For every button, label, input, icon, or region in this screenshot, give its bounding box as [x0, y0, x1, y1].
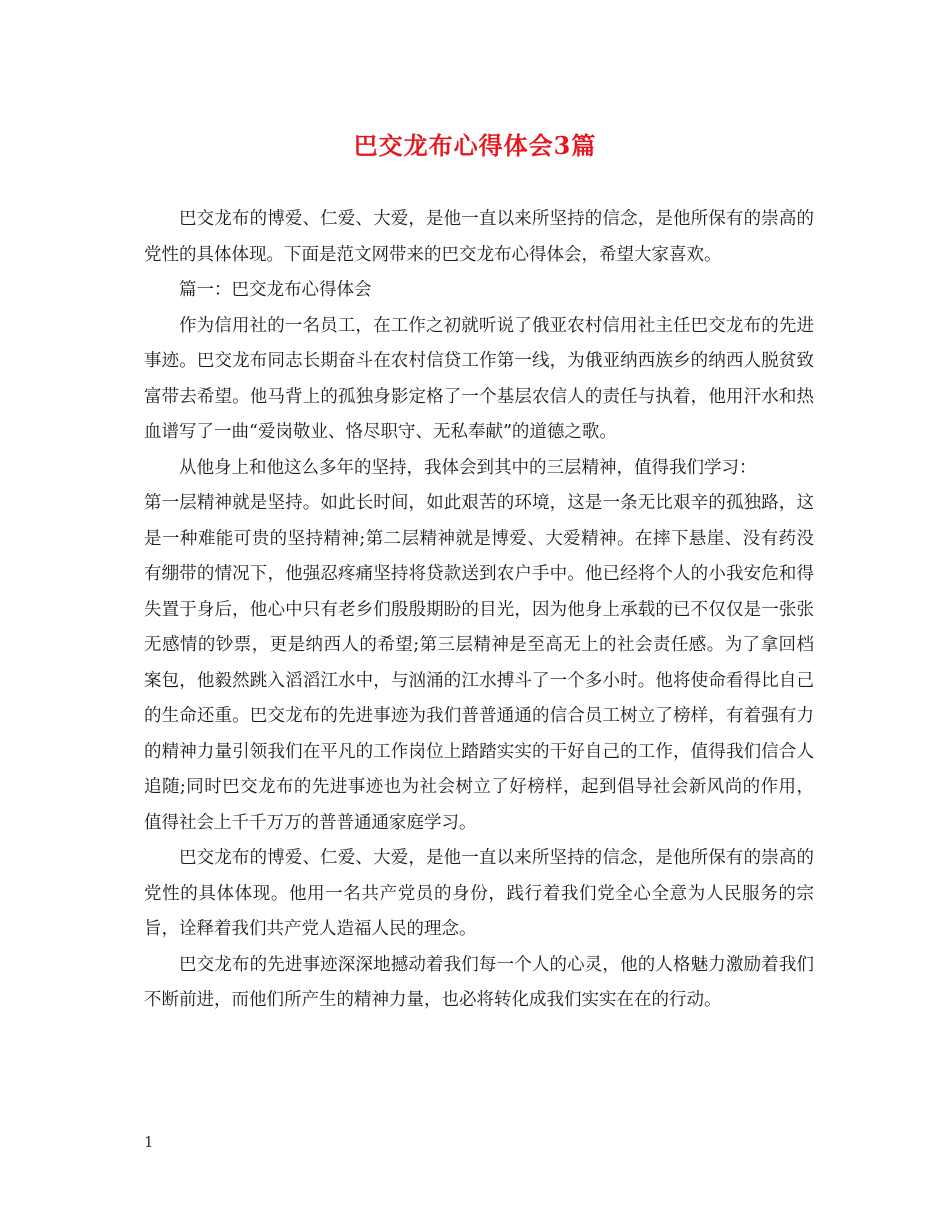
page-title: 巴交龙布心得体会3篇: [353, 131, 597, 160]
paragraph-2: 从他身上和他这么多年的坚持，我体会到其中的三层精神，值得我们学习：: [179, 457, 757, 478]
paragraph-intro: 巴交龙布的博爱、仁爱、大爱，是他一直以来所坚持的信念，是他所保有的崇高的党性的具体体现。下面是范文网带来的巴交龙布心得体会，希望大家喜欢。: [144, 209, 814, 265]
paragraph-1: 作为信用社的一名员工，在工作之初就听说了俄亚农村信用社主任巴交龙布的先进事迹。巴交龙布同志长期奋斗在农村信贷工作第一线，为俄亚纳西族乡的纳西人脱贫致富带去希望。他马背上的孤独身影定格了一个基层农信人的责任与执着，他用汗水和热血谱写了一曲“爱岗敬业、恪尽职守、无私奉献”的道德之歌。: [144, 315, 814, 442]
paragraph-4: 巴交龙布的博爱、仁爱、大爱，是他一直以来所坚持的信念，是他所保有的崇高的党性的具体体现。他用一名共产党员的身份，践行着我们党全心全意为人民服务的宗旨，诠释着我们共产党人造福人民的理念。: [144, 848, 814, 939]
page-number: 1: [144, 1133, 154, 1151]
paragraph-3: 第一层精神就是坚持。如此长时间，如此艰苦的环境，这是一条无比艰辛的孤独路，这是一种难能可贵的坚持精神;第二层精神就是博爱、大爱精神。在摔下悬崖、没有药没有绷带的情况下，他强忍疼痛坚持将贷款送到农户手中。他已经将个人的小我安危和得失置于身后，他心中只有老乡们殷殷期盼的目光，因为他身上承载的已不仅仅是一张张无感情的钞票，更是纳西人的希望;第三层精神是至高无上的社会责任感。为了拿回档案包，他毅然跳入滔滔江水中，与汹涌的江水搏斗了一个多小时。他将使命看得比自己的生命还重。巴交龙布的先进事迹为我们普普通通的信合员工树立了榜样，有着强有力的精神力量引领我们在平凡的工作岗位上踏踏实实的干好自己的工作，值得我们信合人追随;同时巴交龙布的先进事迹也为社会树立了好榜样，起到倡导社会新风尚的作用，值得社会上千千万万的普普通通家庭学习。: [144, 493, 814, 833]
section-heading: 篇一：巴交龙布心得体会: [179, 280, 372, 300]
document-body: [144, 202, 814, 1019]
paragraph-5: 巴交龙布的先进事迹深深地撼动着我们每一个人的心灵，他的人格魅力激励着我们不断前进，而他们所产生的精神力量，也必将转化成我们实实在在的行动。: [144, 954, 814, 1010]
